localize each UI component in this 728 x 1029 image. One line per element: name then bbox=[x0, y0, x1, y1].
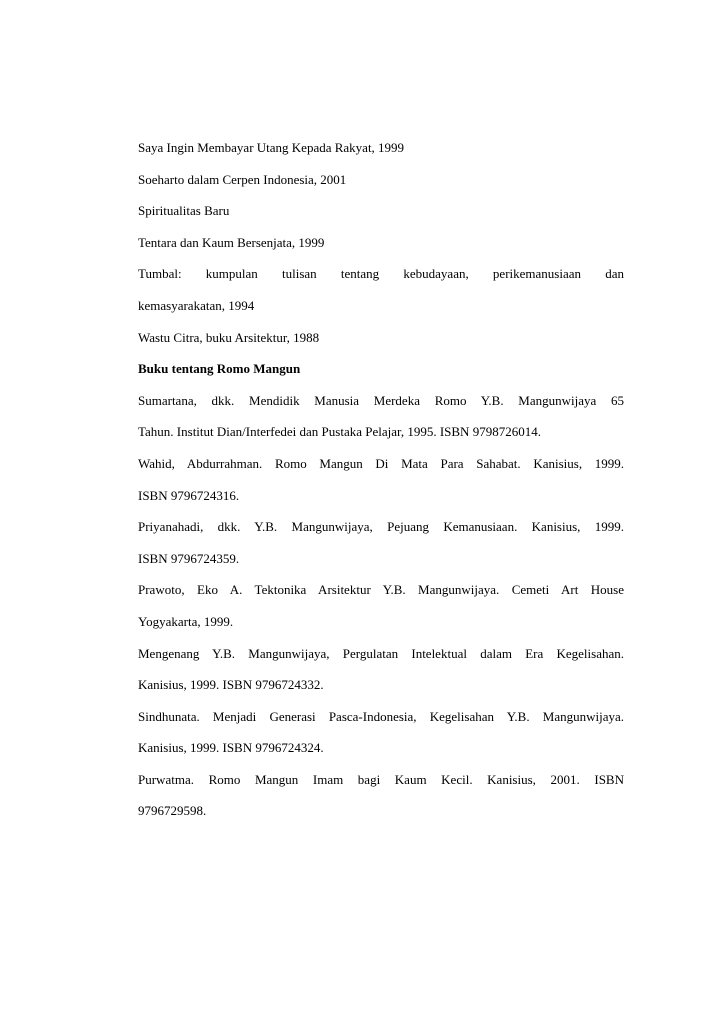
reference-sindhunata-cont: Kanisius, 1999. ISBN 9796724324. bbox=[138, 740, 324, 756]
book-entry-spiritualitas: Spiritualitas Baru bbox=[138, 203, 230, 219]
reference-prawoto-cont: Yogyakarta, 1999. bbox=[138, 613, 234, 629]
reference-prawoto: Prawoto, Eko A. Tektonika Arsitektur Y.B. Mangunwijaya. Cemeti Art House bbox=[138, 582, 624, 598]
reference-priyanahadi-cont: ISBN 9796724359. bbox=[138, 550, 240, 566]
reference-priyanahadi: Priyanahadi, dkk. Y.B. Mangunwijaya, Pejuang Kemanusiaan. Kanisius, 1999. bbox=[138, 519, 624, 535]
book-entry-wastu-citra: Wastu Citra, buku Arsitektur, 1988 bbox=[138, 329, 320, 345]
book-entry-saya-ingin: Saya Ingin Membayar Utang Kepada Rakyat, 1999 bbox=[138, 140, 405, 155]
section-heading: Buku tentang Romo Mangun bbox=[138, 361, 301, 377]
reference-sumartana-cont: Tahun. Institut Dian/Interfedei dan Pustaka Pelajar, 1995. ISBN 9798726014. bbox=[138, 424, 541, 440]
reference-purwatma-cont: 9796729598. bbox=[138, 803, 207, 819]
reference-sumartana: Sumartana, dkk. Mendidik Manusia Merdeka Romo Y.B. Mangunwijaya 65 bbox=[138, 392, 624, 408]
book-entry-tentara: Tentara dan Kaum Bersenjata, 1999 bbox=[138, 234, 325, 250]
reference-wahid: Wahid, Abdurrahman. Romo Mangun Di Mata Para Sahabat. Kanisius, 1999. bbox=[138, 455, 624, 471]
book-entry-tumbal: Tumbal: kumpulan tulisan tentang kebudayaan, perikemanusiaan dan bbox=[138, 266, 624, 282]
book-entry-soeharto: Soeharto dalam Cerpen Indonesia, 2001 bbox=[138, 171, 347, 187]
reference-mengenang: Mengenang Y.B. Mangunwijaya, Pergulatan Intelektual dalam Era Kegelisahan. bbox=[138, 645, 624, 661]
book-entry-tumbal-cont: kemasyarakatan, 1994 bbox=[138, 297, 255, 313]
reference-mengenang-cont: Kanisius, 1999. ISBN 9796724332. bbox=[138, 677, 324, 693]
reference-sindhunata: Sindhunata. Menjadi Generasi Pasca-Indonesia, Kegelisahan Y.B. Mangunwijaya. bbox=[138, 708, 624, 724]
reference-wahid-cont: ISBN 9796724316. bbox=[138, 487, 240, 503]
reference-purwatma: Purwatma. Romo Mangun Imam bagi Kaum Kecil. Kanisius, 2001. ISBN bbox=[138, 771, 624, 787]
document-body bbox=[138, 138, 624, 833]
